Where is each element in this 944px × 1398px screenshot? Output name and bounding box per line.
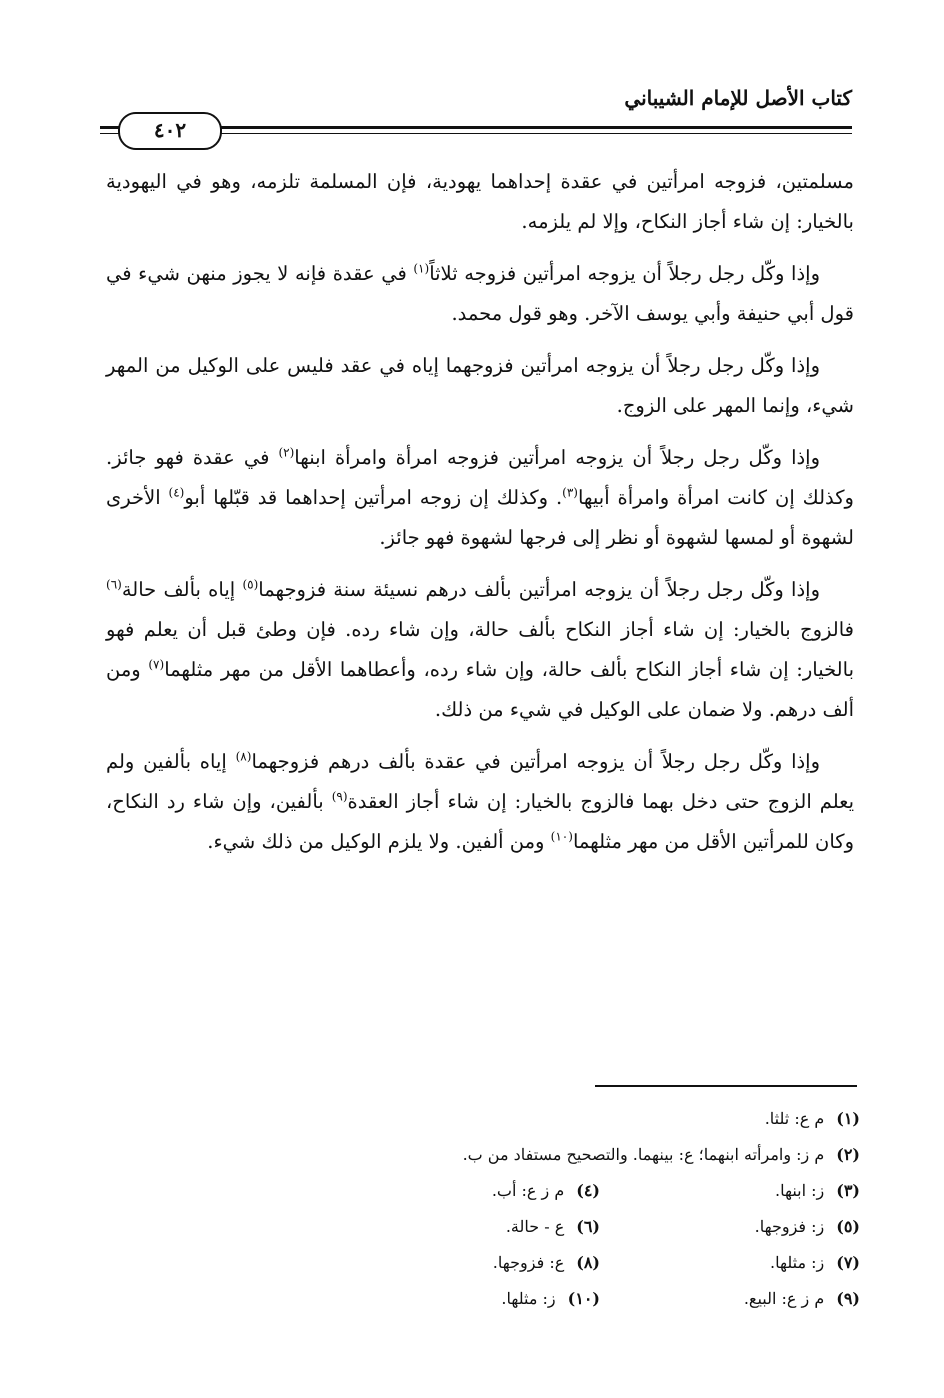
footnote-number: (٥) — [836, 1216, 860, 1236]
footnote — [600, 1289, 860, 1308]
footnote-marker: (٦) — [106, 577, 122, 592]
footnote — [765, 1109, 860, 1128]
footnote-number: (٨) — [576, 1252, 600, 1272]
footnote-text: م ز ع: أب. — [491, 1180, 565, 1200]
footnote — [600, 1217, 860, 1236]
footnote-separator — [595, 1085, 857, 1087]
footnote-number: (١) — [836, 1108, 860, 1128]
footnote-text: م ز: وامرأته ابنهما؛ ع: بينهما. والتصحيح مستفاد من ب. — [462, 1144, 825, 1164]
main-text — [106, 162, 854, 874]
footnote-text: م ز ع: البيع. — [743, 1288, 825, 1308]
paragraph: مسلمتين، فزوجه امرأتين في عقدة إحداهما يهودية، فإن المسلمة تلزمه، وهو في اليهودية بالخيار: إن شاء أجاز النكاح، وإلا لم يلزمه. — [106, 170, 854, 233]
footnote — [463, 1145, 860, 1164]
footnote-marker: (٧) — [148, 657, 165, 672]
footnote-text: ز: ابنها. — [774, 1180, 825, 1200]
footnote-text: ز: فزوجها. — [754, 1216, 825, 1236]
footnote-row — [290, 1172, 860, 1208]
footnote-marker: (٤) — [168, 485, 185, 500]
footnotes — [290, 1100, 860, 1316]
footnote-row — [290, 1100, 860, 1136]
page-header — [100, 86, 852, 146]
footnote-text: ع - حالة. — [505, 1216, 565, 1236]
footnote-marker: (١٠) — [550, 829, 573, 844]
footnote-text: م ع: ثلثا. — [764, 1108, 825, 1128]
paragraph: وإذا وكّل رجل رجلاً أن يزوجه امرأتين فزوجه امرأة وامرأة ابنها$^{(٢)}$ في عقدة فهو جائز. وكذلك إن كانت امرأة وامرأة أبيها$^{(٣)}$. وكذلك إن زوجه امرأتين إحداهما قد قبّلها أبو$^{(٤)}$ الأخرى لشهوة أو لمسها لشهوة أو نظر إلى فرجها لشهوة فهو جائز. — [106, 445, 854, 549]
paragraph: وإذا وكّل رجل رجلاً أن يزوجه امرأتين فزوجهما إياه في عقد فليس على الوكيل من المهر شيء، وإنما المهر على الزوج. — [106, 354, 854, 417]
footnote-row — [290, 1280, 860, 1316]
page-number-badge: ٤٠٢ — [118, 112, 222, 150]
paragraph: وإذا وكّل رجل رجلاً أن يزوجه امرأتين في عقدة بألف درهم فزوجهما$^{(٨)}$ إياه بألفين ولم يعلم الزوج حتى دخل بهما فالزوج بالخيار: إن شاء أجاز العقدة$^{(٩)}$ بألفين، وإن شاء رد النكاح، وكان للمرأتين الأقل من مهر مثلهما$^{(١٠)}$ ومن ألفين. ولا يلزم الوكيل من ذلك شيء. — [106, 749, 854, 853]
footnote-text: ز: مثلها. — [770, 1252, 825, 1272]
paragraph: وإذا وكّل رجل رجلاً أن يزوجه امرأتين فزوجه ثلاثاً$^{(١)}$ في عقدة فإنه لا يجوز منهن شيء في قول أبي حنيفة وأبي يوسف الآخر. وهو قول محمد. — [106, 261, 854, 325]
footnote-row — [290, 1136, 860, 1172]
footnote — [340, 1217, 600, 1236]
footnote-marker: (٢) — [278, 445, 295, 460]
footnote-row — [290, 1244, 860, 1280]
footnote-text: ع: فزوجها. — [492, 1252, 565, 1272]
footnote — [340, 1289, 600, 1308]
book-title: كتاب الأصل للإمام الشيباني — [624, 86, 852, 110]
footnote-marker: (٣) — [562, 485, 578, 500]
footnote-number: (٣) — [836, 1180, 860, 1200]
footnote-number: (٧) — [836, 1252, 860, 1272]
footnote-text: ز: مثلها. — [501, 1288, 556, 1308]
footnote-marker: (١) — [413, 261, 430, 276]
footnote-number: (٦) — [576, 1216, 600, 1236]
footnote-marker: (٥) — [242, 577, 259, 592]
footnote-number: (٤) — [576, 1180, 600, 1200]
footnote-number: (١٠) — [567, 1288, 600, 1308]
paragraph: وإذا وكّل رجل رجلاً أن يزوجه امرأتين بألف درهم نسيئة سنة فزوجهما$^{(٥)}$ إياه بألف حالة$^{(٦)}$ فالزوج بالخيار: إن شاء أجاز النكاح بألف حالة، وإن شاء رده. فإن وطئ قبل أن يعلم فهو بالخيار: إن شاء أجاز النكاح بألف حالة، وإن شاء رده، وأعطاهما الأقل من مهر مثلهما$^{(٧)}$ ومن ألف درهم. ولا ضمان على الوكيل في شيء من ذلك. — [106, 577, 854, 721]
footnote-marker: (٩) — [331, 789, 348, 804]
footnote — [600, 1181, 860, 1200]
footnote-number: (٢) — [836, 1144, 860, 1164]
footnote — [600, 1253, 860, 1272]
footnote — [340, 1253, 600, 1272]
footnote-number: (٩) — [836, 1288, 860, 1308]
footnote-marker: (٨) — [235, 749, 252, 764]
footnote — [340, 1181, 600, 1200]
footnote-row — [290, 1208, 860, 1244]
